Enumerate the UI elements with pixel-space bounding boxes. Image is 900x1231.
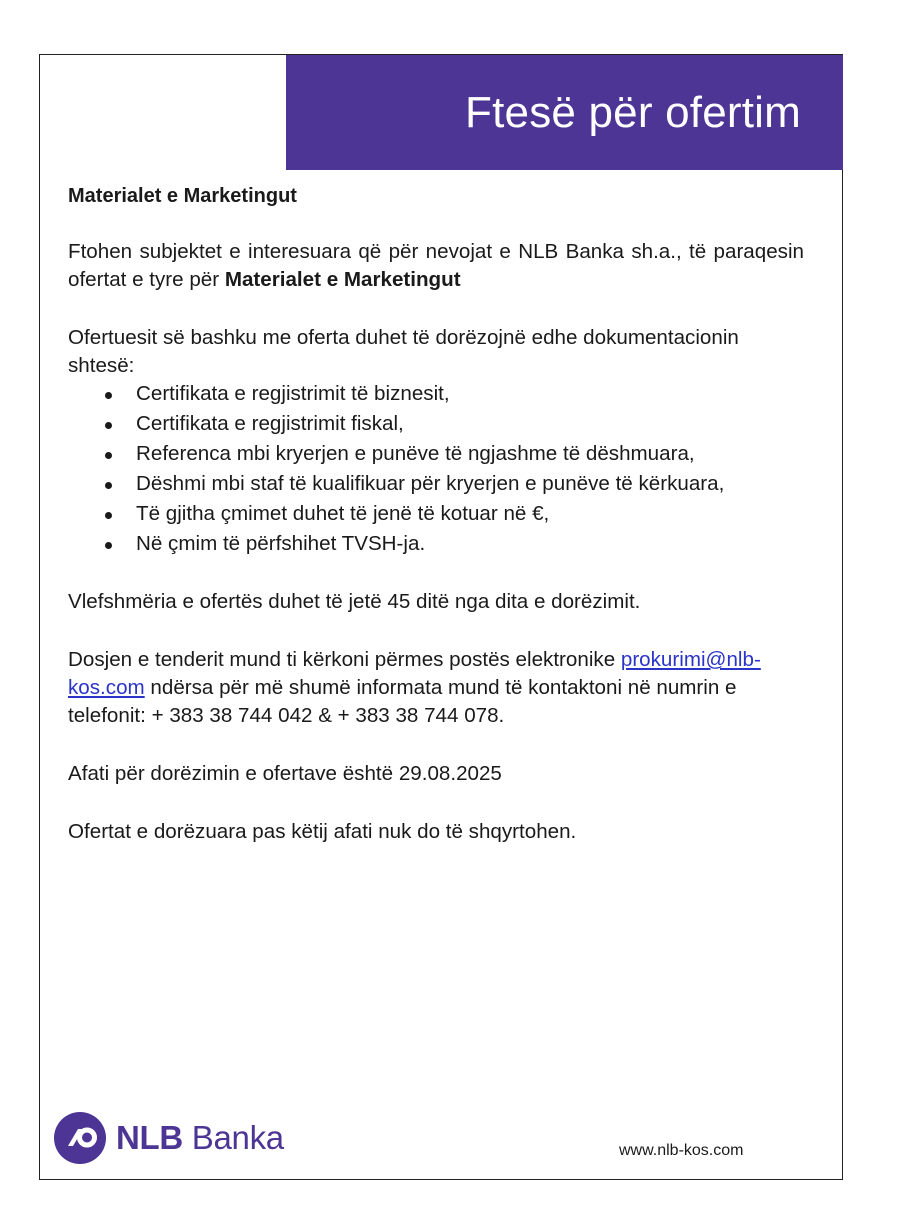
intro-bold-subject: Materialet e Marketingut	[224, 268, 461, 291]
header-band	[286, 55, 843, 170]
announcement-body	[68, 182, 804, 876]
contact-text-before: Dosjen e tenderit mund ti kërkoni përmes postës elektronike	[68, 648, 621, 671]
list-item: Certifikata e regjistrimit të biznesit,	[68, 380, 804, 408]
documents-list	[68, 380, 804, 558]
late-notice-paragraph: Ofertat e dorëzuara pas këtij afati nuk do të shqyrtohen.	[68, 820, 577, 843]
list-item: Certifikata e regjistrimit fiskal,	[68, 410, 804, 438]
page-title: Ftesë për ofertim	[465, 88, 801, 137]
subject-heading: Materialet e Marketingut	[68, 185, 297, 207]
website-url: www.nlb-kos.com	[619, 1142, 744, 1159]
intro-paragraph	[68, 238, 804, 294]
validity-paragraph: Vlefshmëria e ofertës duhet të jetë 45 ditë nga dita e dorëzimit.	[68, 590, 641, 613]
email-link[interactable]: prokurimi@nlb-kos.com	[68, 648, 761, 699]
documents-section	[68, 324, 804, 558]
brand-name	[116, 1119, 284, 1157]
contact-text-after: ndërsa për më shumë informata mund të kontaktoni në numrin e telefonit: + 383 38 744 042 & + 383 38 744 078.	[68, 676, 737, 727]
deadline-paragraph: Afati për dorëzimin e ofertave është 29.08.2025	[68, 762, 502, 785]
documents-lead: Ofertuesit së bashku me oferta duhet të dorëzojnë edhe dokumentacionin shtesë:	[68, 326, 739, 377]
list-item: Në çmim të përfshihet TVSH-ja.	[68, 530, 804, 558]
intro-text: Ftohen subjektet e interesuara që për nevojat e NLB Banka sh.a., të paraqesin ofertat e tyre për	[68, 240, 804, 291]
brand-name-bold: NLB	[116, 1119, 183, 1156]
list-item: Të gjitha çmimet duhet të jenë të kotuar në €,	[68, 500, 804, 528]
brand-logo	[54, 1111, 284, 1165]
brand-name-rest: Banka	[182, 1119, 284, 1156]
list-item: Referenca mbi kryerjen e punëve të ngjashme të dëshmuara,	[68, 440, 804, 468]
contact-paragraph	[68, 646, 804, 730]
nlb-logo-icon	[54, 1112, 106, 1164]
list-item: Dëshmi mbi staf të kualifikuar për kryerjen e punëve të kërkuara,	[68, 470, 804, 498]
